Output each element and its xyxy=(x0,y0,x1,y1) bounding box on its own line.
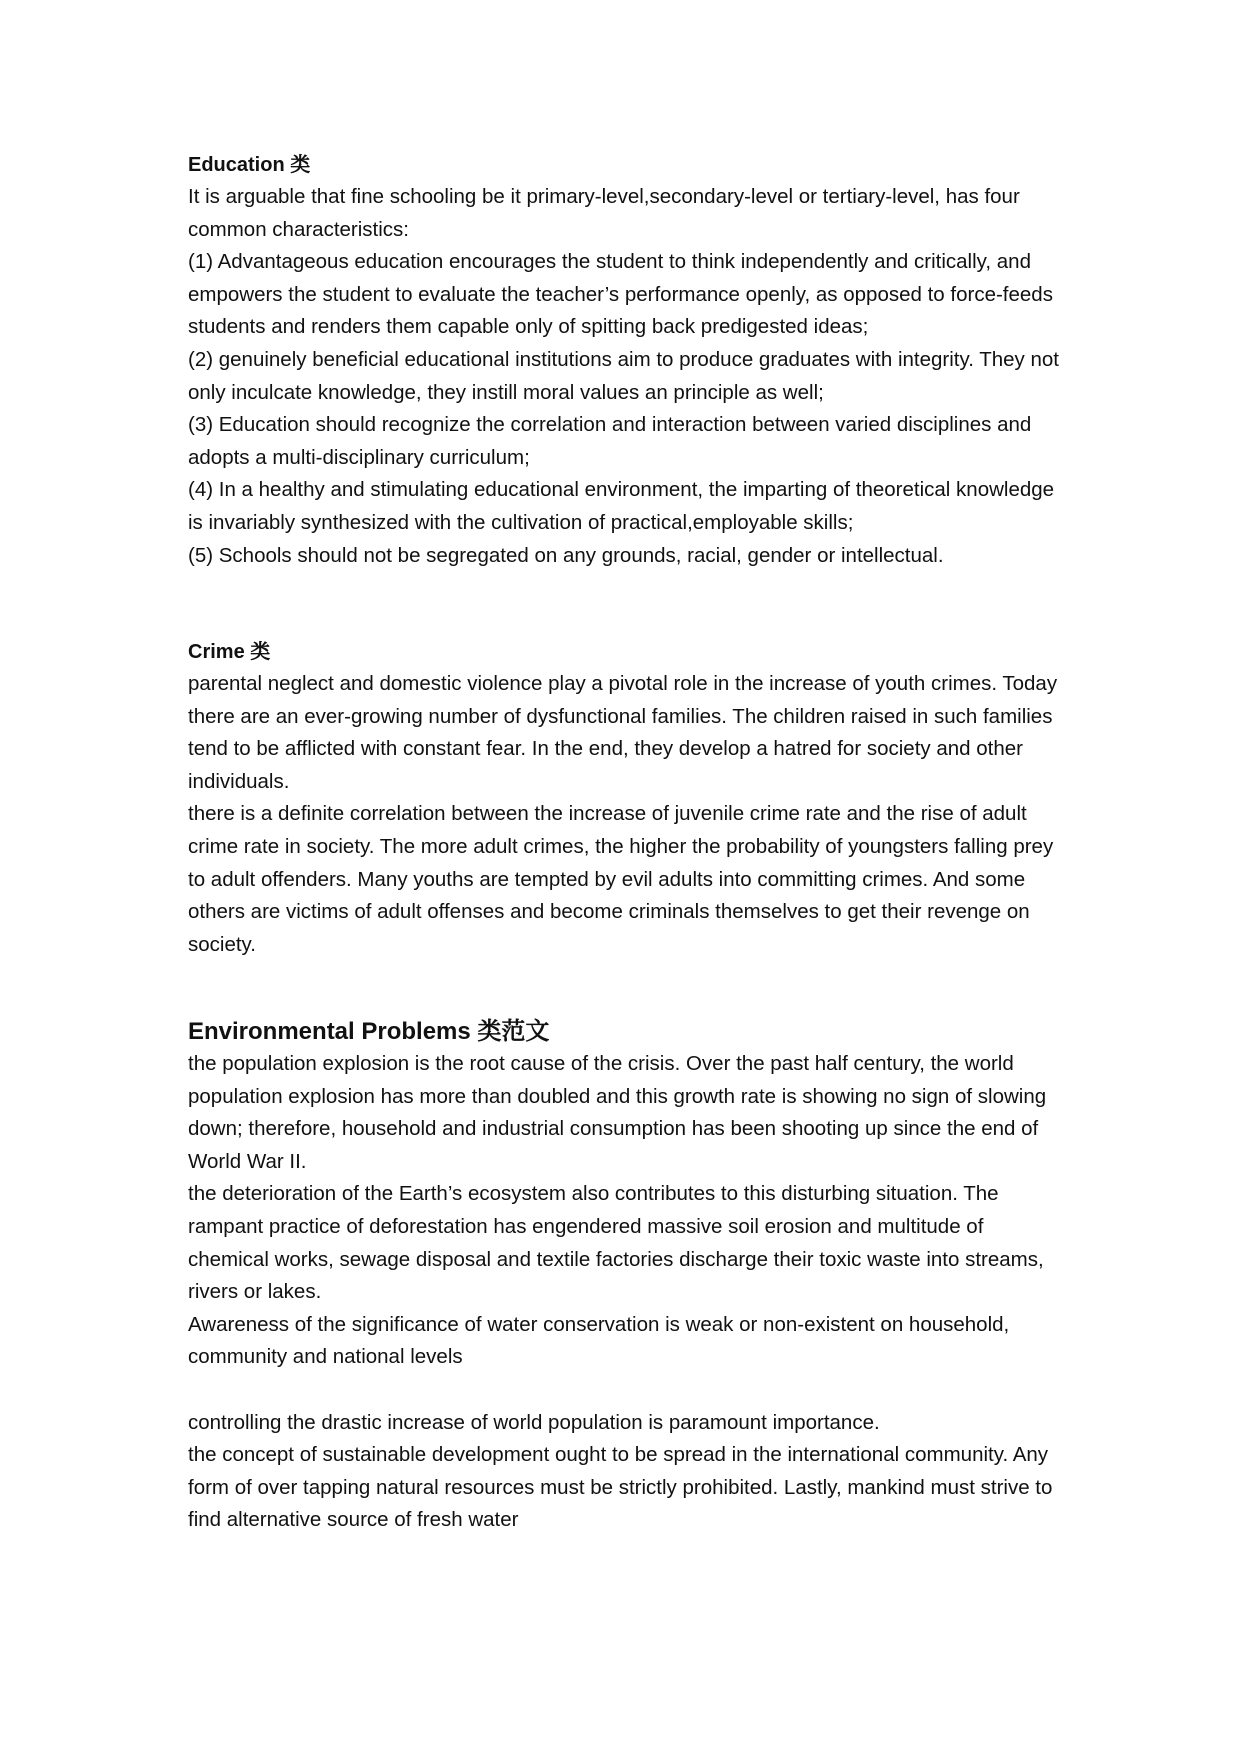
section-heading-education: Education 类 xyxy=(188,154,311,176)
paragraph: (5) Schools should not be segregated on any grounds, racial, gender or intellectual. xyxy=(188,543,944,567)
paragraph: (4) In a healthy and stimulating educational environment, the imparting of theoretical knowledge is invariably synthesized with the cultivation of practical,employable skills; xyxy=(188,478,1055,534)
paragraph-spacer xyxy=(188,1374,1068,1407)
section-body-crime xyxy=(188,668,1068,961)
paragraph: It is arguable that fine schooling be it primary-level,secondary-level or tertiary-level, has four common characteristics: xyxy=(188,185,1020,241)
paragraph: there is a definite correlation between the increase of juvenile crime rate and the rise of adult crime rate in society. The more adult crimes, the higher the probability of youngsters falling prey to adult offenders. Many youths are tempted by evil adults into committing crimes. And some others are victims of adult offenses and become criminals themselves to get their revenge on society. xyxy=(188,802,1054,956)
section-environment xyxy=(188,1016,1068,1537)
paragraph: the deterioration of the Earth’s ecosystem also contributes to this disturbing situation. The rampant practice of deforestation has engendered massive soil erosion and multitude of chemical works, sewage disposal and textile factories discharge their toxic waste into streams, rivers or lakes. xyxy=(188,1182,1044,1304)
section-body-environment xyxy=(188,1048,1068,1537)
section-education xyxy=(188,149,1068,572)
paragraph: the population explosion is the root cause of the crisis. Over the past half century, the world population explosion has more than doubled and this growth rate is showing no sign of slowing down; therefore, household and industrial consumption has been shooting up since the end of World War II. xyxy=(188,1052,1047,1173)
paragraph: the concept of sustainable development ought to be spread in the international community. Any form of over tapping natural resources must be strictly prohibited. Lastly, mankind must strive to find alternative source of fresh water xyxy=(188,1443,1053,1532)
paragraph: (1) Advantageous education encourages the student to think independently and critically, and empowers the student to evaluate the teacher’s performance openly, as opposed to force-feeds students and renders them capable only of spitting back predigested ideas; xyxy=(188,250,1053,339)
section-heading-environment: Environmental Problems 类范文 xyxy=(188,1018,550,1045)
section-heading-crime: Crime 类 xyxy=(188,641,271,663)
paragraph: Awareness of the significance of water conservation is weak or non-existent on household, community and national levels xyxy=(188,1312,1010,1369)
paragraph: parental neglect and domestic violence play a pivotal role in the increase of youth crimes. Today there are an ever-growing number of dysfunctional families. The children raised in such families tend to be afflicted with constant fear. In the end, they develop a hatred for society and other individuals. xyxy=(188,672,1058,793)
section-crime xyxy=(188,636,1068,961)
section-body-education xyxy=(188,181,1068,572)
paragraph: (3) Education should recognize the correlation and interaction between varied disciplines and adopts a multi-disciplinary curriculum; xyxy=(188,413,1032,469)
paragraph: controlling the drastic increase of world population is paramount importance. xyxy=(188,1410,880,1434)
paragraph: (2) genuinely beneficial educational institutions aim to produce graduates with integrity. They not only inculcate knowledge, they instill moral values an principle as well; xyxy=(188,347,1059,404)
